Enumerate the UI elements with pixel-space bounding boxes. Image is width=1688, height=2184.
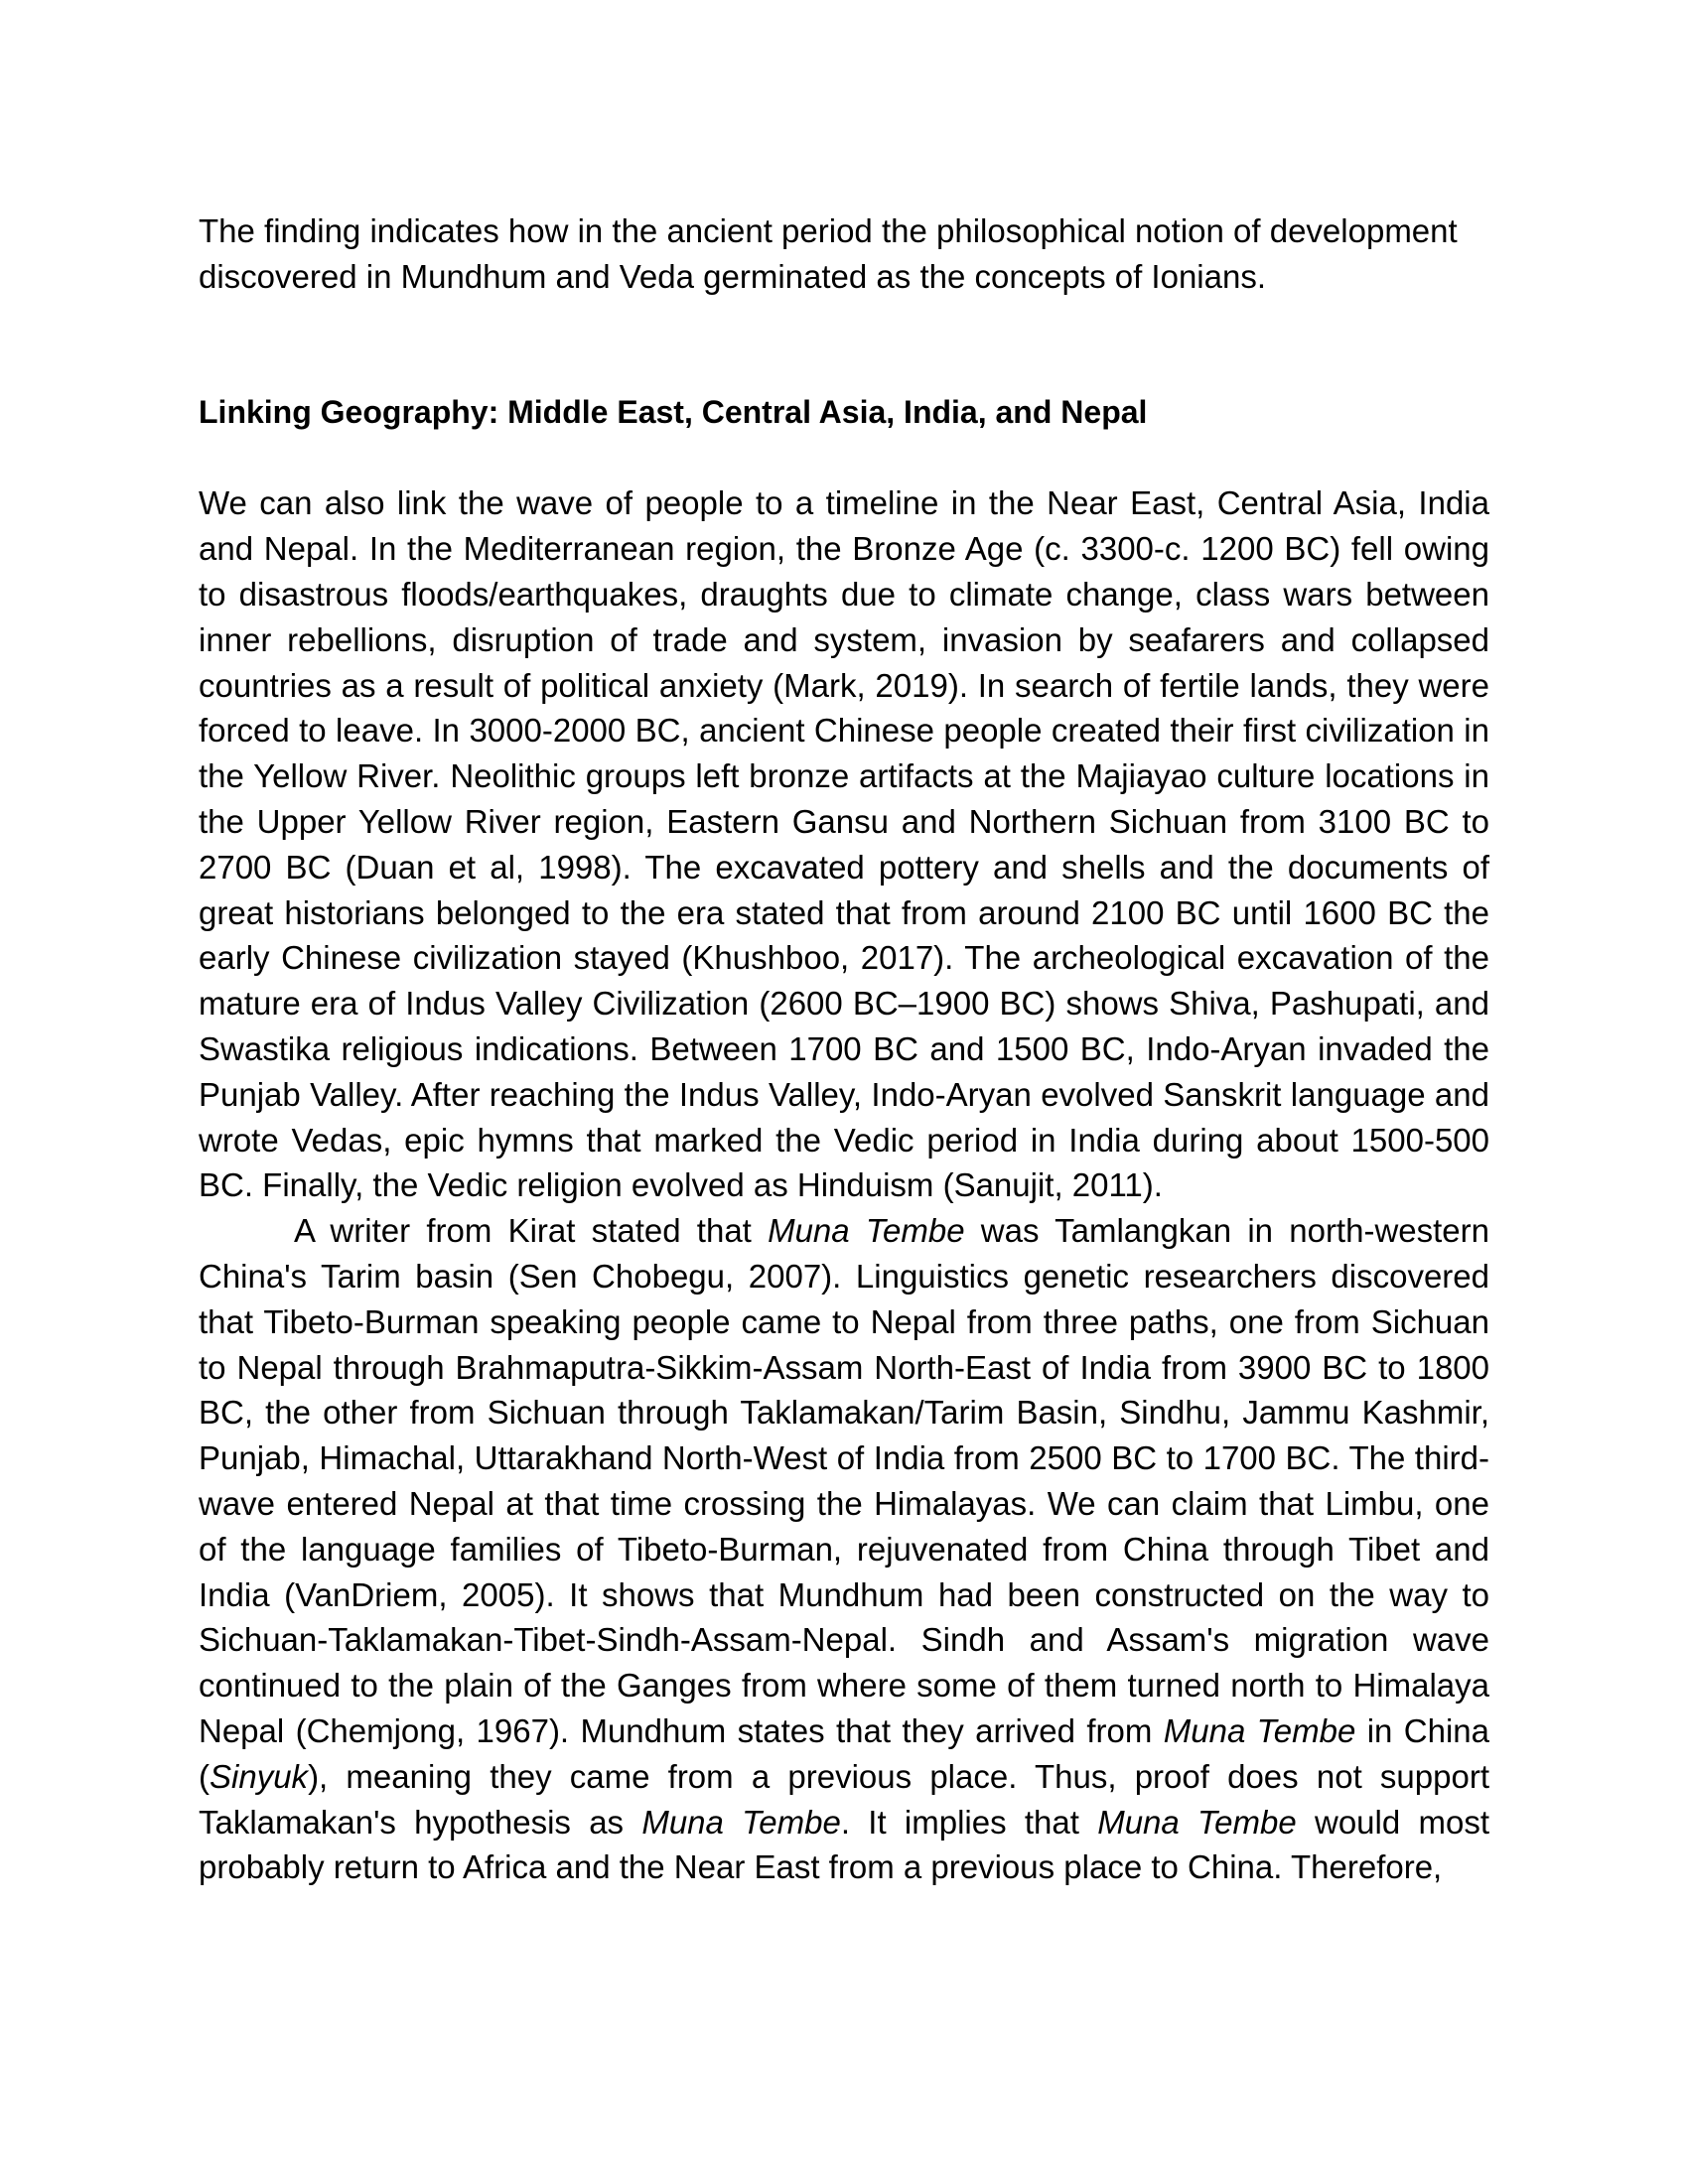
- paragraph-2-text: was Tamlangkan in north-western China's Tarim basin (Sen Chobegu, 2007). Linguistics genetic researchers discovered that Tibeto-Burman speaking people came to Nepal from three paths, one from Sichuan to Nepal through Brahmaputra-Sikkim-Assam North-East of India from 3900 BC to 1800 BC, the other from Sichuan through Taklamakan/Tarim Basin, Sindhu, Jammu Kashmir, Punjab, Himachal, Uttarakhand North-West of India from 2500 BC to 1700 BC. The third-wave entered Nepal at that time crossing the Himalayas. We can claim that Limbu, one of the language families of Tibeto-Burman, rejuvenated from China through Tibet and India (VanDriem, 2005). It shows that Mundhum had been constructed on the way to Sichuan-Taklamakan-Tibet-Sindh-Assam-Nepal. Sindh and Assam's migration wave continued to the plain of the Ganges from where some of them turned north to Himalaya Nepal (Chemjong, 1967). Mundhum states that they arrived from: [199, 1212, 1489, 1749]
- term-muna-tembe: Muna Tembe: [641, 1803, 841, 1841]
- body-paragraph-1: We can also link the wave of people to a timeline in the Near East, Central Asia, India and Nepal. In the Mediterranean region, the Bronze Age (c. 3300-c. 1200 BC) fell owing to disastrous floods/earthquakes, draughts due to climate change, class wars between inner rebellions, disruption of trade and system, invasion by seafarers and collapsed countries as a result of political anxiety (Mark, 2019). In search of fertile lands, they were forced to leave. In 3000-2000 BC, ancient Chinese people created their first civilization in the Yellow River. Neolithic groups left bronze artifacts at the Majiayao culture locations in the Upper Yellow River region, Eastern Gansu and Northern Sichuan from 3100 BC to 2700 BC (Duan et al, 1998). The excavated pottery and shells and the documents of great historians belonged to the era stated that from around 2100 BC until 1600 BC the early Chinese civilization stayed (Khushboo, 2017). The archeological excavation of the mature era of Indus Valley Civilization (2600 BC–1900 BC) shows Shiva, Pashupati, and Swastika religious indications. Between 1700 BC and 1500 BC, Indo-Aryan invaded the Punjab Valley. After reaching the Indus Valley, Indo-Aryan evolved Sanskrit language and wrote Vedas, epic hymns that marked the Vedic period in India during about 1500-500 BC. Finally, the Vedic religion evolved as Hinduism (Sanujit, 2011).: [199, 484, 1489, 1204]
- body-paragraph-2: [199, 1208, 1489, 1890]
- term-sinyuk: Sinyuk: [210, 1757, 309, 1795]
- paragraph-2-text: ), meaning they came from a previous place. Thus, proof does not support Taklamakan's hypothesis as: [199, 1757, 1489, 1841]
- intro-paragraph: The finding indicates how in the ancient period the philosophical notion of development discovered in Mundhum and Veda germinated as the concepts of Ionians.: [199, 212, 1458, 295]
- section-heading: Linking Geography: Middle East, Central Asia, India, and Nepal: [199, 393, 1148, 430]
- paragraph-2-text: in China (: [199, 1711, 1489, 1795]
- paragraph-2-text: . It implies that: [840, 1803, 1098, 1841]
- term-muna-tembe: Muna Tembe: [768, 1212, 965, 1250]
- paragraph-2-text: A writer from Kirat stated that: [294, 1212, 769, 1250]
- paragraph-2-text: would most probably return to Africa and the Near East from a previous place to China. Therefore,: [199, 1803, 1490, 1886]
- document-page: [199, 208, 1489, 1890]
- term-muna-tembe: Muna Tembe: [1097, 1803, 1297, 1841]
- term-muna-tembe: Muna Tembe: [1163, 1711, 1356, 1749]
